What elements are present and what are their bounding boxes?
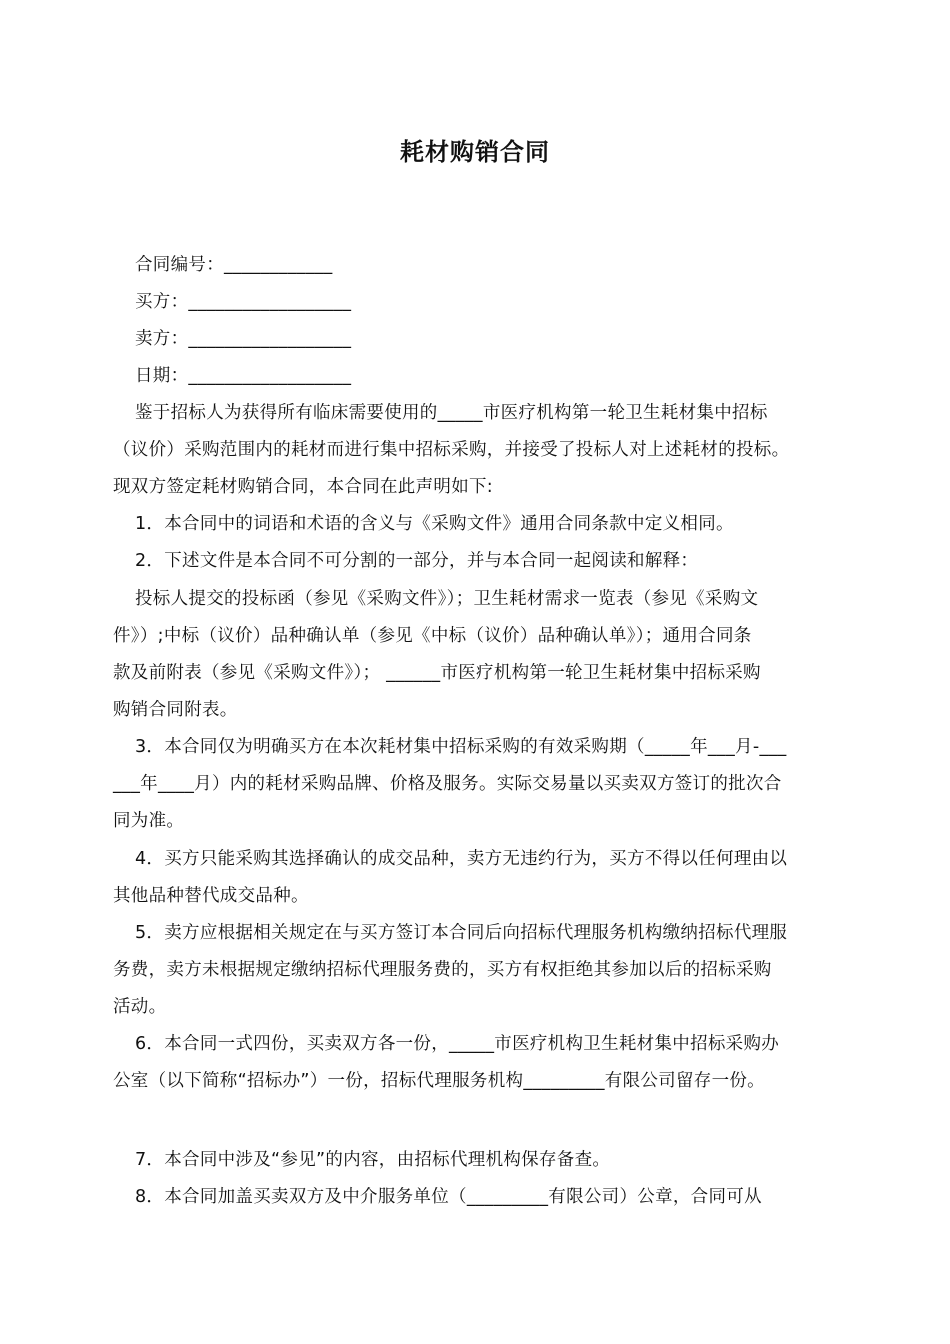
clause-2: 2．下述文件是本合同不可分割的一部分，并与本合同一起阅读和解释： — [135, 551, 699, 571]
preamble-line-3: 现双方签定耗材购销合同，本合同在此声明如下: — [113, 477, 493, 497]
clause-6-line-2: 公室（以下简称“招标办”）一份，招标代理服务机构_________有限公司留存一份。 — [113, 1071, 765, 1091]
clause-3-line-1: 3．本合同仅为明确买方在本次耗材集中招标采购的有效采购期（_____年___月-___ — [135, 737, 787, 757]
clause-1: 1．本合同中的词语和术语的含义与《采购文件》通用合同条款中定义相同。 — [135, 514, 734, 534]
clause-2-docs-line-3: 款及前附表（参见《采购文件》）； ______市医疗机构第一轮卫生耗材集中招标采购 — [113, 663, 761, 683]
clause-7: 7．本合同中涉及“参见”的内容，由招标代理机构保存备查。 — [135, 1150, 611, 1170]
clause-5-line-1: 5．卖方应根据相关规定在与买方签订本合同后向招标代理服务机构缴纳招标代理服 — [135, 923, 788, 943]
field-buyer: 买方：__________________ — [135, 292, 352, 312]
field-seller: 卖方：__________________ — [135, 329, 352, 349]
preamble-line-2: （议价）采购范围内的耗材而进行集中招标采购，并接受了投标人对上述耗材的投标。 — [113, 440, 790, 460]
clause-2-docs-line-4: 购销合同附表。 — [113, 700, 238, 720]
preamble-line-1: 鉴于招标人为获得所有临床需要使用的_____市医疗机构第一轮卫生耗材集中招标 — [135, 403, 768, 423]
clause-4-line-2: 其他品种替代成交品种。 — [113, 886, 309, 906]
clause-5-line-2: 务费，卖方未根据规定缴纳招标代理服务费的，买方有权拒绝其参加以后的招标采购 — [113, 960, 772, 980]
clause-6-line-1: 6．本合同一式四份，买卖双方各一份，_____市医疗机构卫生耗材集中招标采购办 — [135, 1034, 780, 1054]
clause-5-line-3: 活动。 — [113, 997, 167, 1017]
document-title: 耗材购销合同 — [400, 138, 550, 166]
field-date: 日期：__________________ — [135, 366, 352, 386]
field-contract-number: 合同编号：____________ — [135, 255, 333, 275]
clause-2-docs-line-1: 投标人提交的投标函（参见《采购文件》）；卫生耗材需求一览表（参见《采购文 — [135, 589, 759, 609]
clause-4-line-1: 4．买方只能采购其选择确认的成交品种，卖方无违约行为，买方不得以任何理由以 — [135, 849, 788, 869]
clause-2-docs-line-2: 件》）;中标（议价）品种确认单（参见《中标（议价）品种确认单》）；通用合同条 — [113, 626, 752, 646]
clause-3-line-3: 同为准。 — [113, 811, 185, 831]
clause-8-line-1: 8．本合同加盖买卖双方及中介服务单位（_________有限公司）公章，合同可从 — [135, 1187, 762, 1207]
clause-3-line-2: ___年____月）内的耗材采购品牌、价格及服务。实际交易量以买卖双方签订的批次合 — [113, 774, 782, 794]
